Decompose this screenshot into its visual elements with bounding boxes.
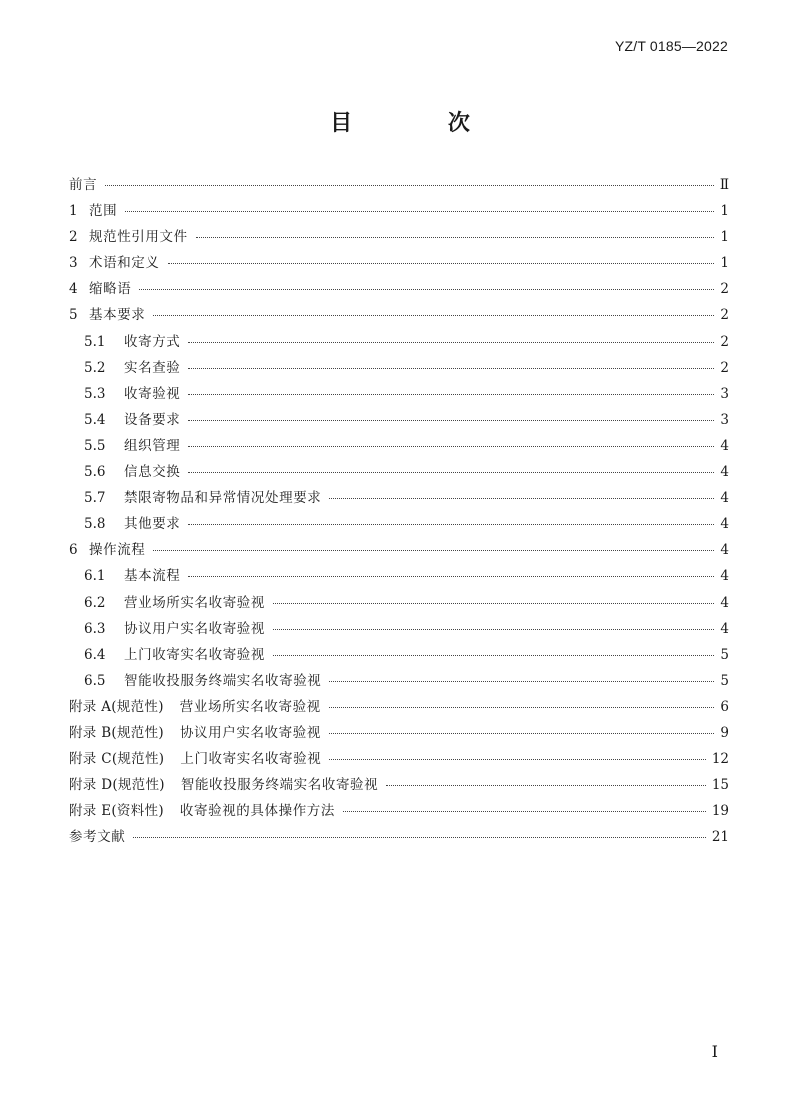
toc-page-number: 4 (720, 464, 729, 481)
page-title: 目 次 (330, 111, 514, 136)
dot-leader (153, 540, 714, 551)
toc-entry-number: 5.7 (84, 490, 106, 507)
dot-leader (188, 462, 714, 473)
toc-entry-title: 信息交换 (124, 464, 181, 481)
document-code: YZ/T 0185—2022 (614, 38, 728, 54)
toc-entry-number: 5.2 (84, 359, 106, 376)
toc-entry-title: 协议用户实名收寄验视 (124, 620, 265, 637)
toc-entry-6[interactable] (69, 537, 729, 563)
dot-leader (273, 645, 714, 656)
dot-leader (329, 488, 714, 499)
toc-entry-2[interactable] (69, 224, 729, 250)
toc-annex-c[interactable] (69, 746, 729, 772)
toc-entry-number: 4 (69, 281, 78, 298)
annex-heading: 附录 C(规范性) (69, 751, 165, 768)
toc-entry-number: 6.5 (84, 672, 106, 689)
toc-entry-5-3[interactable] (69, 381, 729, 407)
toc-entry-title: 禁限寄物品和异常情况处理要求 (124, 490, 322, 507)
toc-entry-number: 5 (69, 307, 78, 324)
toc-annex-b[interactable] (69, 720, 729, 746)
toc-page-number: 4 (720, 620, 729, 637)
toc-entry-title: 智能收投服务终端实名收寄验视 (124, 672, 322, 689)
toc-page-number: 9 (720, 724, 729, 741)
toc-page-number: 4 (720, 516, 729, 533)
toc-entry-title: 规范性引用文件 (89, 229, 188, 246)
dot-leader (329, 671, 714, 682)
toc-page-number: 4 (720, 437, 729, 454)
toc-entry-number: 6.1 (84, 568, 106, 585)
toc-entry-number: 5.4 (84, 411, 106, 428)
toc-entry-title: 范围 (89, 203, 118, 220)
dot-leader (196, 227, 715, 238)
toc-entry-title: 操作流程 (89, 542, 146, 559)
toc-annex-e[interactable] (69, 798, 729, 824)
annex-title: 上门收寄实名收寄验视 (180, 751, 322, 768)
toc-entry-title: 术语和定义 (89, 255, 160, 272)
toc-page-number: 3 (720, 385, 729, 402)
table-of-contents (69, 172, 729, 850)
toc-entry-6-2[interactable] (69, 590, 729, 616)
toc-annex-a[interactable] (69, 694, 729, 720)
toc-entry-title: 组织管理 (124, 437, 181, 454)
toc-page-number: 15 (711, 777, 729, 794)
dot-leader (168, 253, 715, 264)
toc-page-number: 2 (720, 333, 729, 350)
toc-entry-title: 收寄验视 (124, 385, 181, 402)
toc-entry-title: 基本要求 (89, 307, 146, 324)
toc-entry-number: 5.8 (84, 516, 106, 533)
toc-entry-title: 上门收寄实名收寄验视 (124, 646, 265, 663)
toc-entry-title: 基本流程 (124, 568, 181, 585)
annex-heading: 附录 E(资料性) (69, 803, 164, 820)
toc-page-number: 4 (720, 594, 729, 611)
dot-leader (329, 749, 705, 760)
annex-title: 营业场所实名收寄验视 (179, 698, 321, 715)
toc-entry-6-1[interactable] (69, 563, 729, 589)
dot-leader (105, 175, 714, 186)
annex-heading: 附录 A(规范性) (69, 698, 164, 715)
toc-entry-title: 营业场所实名收寄验视 (124, 594, 265, 611)
toc-page-number: 6 (720, 698, 729, 715)
toc-entry-number: 6.4 (84, 646, 106, 663)
toc-entry-5-4[interactable] (69, 407, 729, 433)
toc-entry-number: 5.5 (84, 437, 106, 454)
dot-leader (329, 697, 715, 708)
toc-page-number: 5 (720, 646, 729, 663)
dot-leader (343, 801, 706, 812)
dot-leader (153, 305, 714, 316)
toc-entry-5-1[interactable] (69, 329, 729, 355)
toc-annex-d[interactable] (69, 772, 729, 798)
toc-page-number: 12 (711, 751, 729, 768)
toc-entry-number: 5.3 (84, 385, 106, 402)
toc-entry-3[interactable] (69, 250, 729, 276)
dot-leader (329, 723, 714, 734)
toc-entry-5-2[interactable] (69, 355, 729, 381)
toc-page-number: 21 (711, 829, 729, 846)
toc-entry-number: 2 (69, 229, 78, 246)
toc-entry-references[interactable] (69, 824, 729, 850)
page-number: I (711, 1042, 718, 1061)
toc-entry-number: 6 (69, 542, 78, 559)
toc-entry-title: 设备要求 (124, 411, 181, 428)
toc-page-number: 2 (720, 307, 729, 324)
toc-entry-title: 其他要求 (124, 516, 181, 533)
toc-page-number: Ⅱ (719, 177, 729, 193)
annex-heading: 附录 B(规范性) (69, 724, 164, 741)
toc-page-number: 3 (720, 411, 729, 428)
toc-page-number: 5 (720, 672, 729, 689)
dot-leader (188, 332, 714, 343)
toc-entry-6-4[interactable] (69, 642, 729, 668)
dot-leader (273, 593, 714, 604)
toc-entry-5-6[interactable] (69, 459, 729, 485)
toc-entry-number: 6.2 (84, 594, 106, 611)
toc-entry-title: 前言 (69, 177, 98, 193)
toc-entry-number: 3 (69, 255, 78, 272)
dot-leader (188, 384, 714, 395)
dot-leader (188, 436, 714, 447)
dot-leader (386, 775, 706, 786)
toc-page-number: 1 (720, 255, 729, 272)
toc-entry-number: 1 (69, 203, 78, 220)
annex-title: 智能收投服务终端实名收寄验视 (180, 777, 379, 794)
toc-entry-5-7[interactable] (69, 485, 729, 511)
toc-entry-1[interactable] (69, 198, 729, 224)
toc-entry-title: 收寄方式 (124, 333, 181, 350)
toc-page-number: 1 (720, 229, 729, 246)
toc-page-number: 2 (720, 359, 729, 376)
toc-entry-5-8[interactable] (69, 511, 729, 537)
toc-page-number: 4 (720, 568, 729, 585)
annex-title: 协议用户实名收寄验视 (179, 724, 321, 741)
dot-leader (188, 410, 714, 421)
annex-heading: 附录 D(规范性) (69, 777, 165, 794)
toc-page-number: 19 (711, 803, 729, 820)
dot-leader (125, 201, 714, 212)
toc-entry-number: 5.1 (84, 333, 106, 350)
dot-leader (188, 358, 714, 369)
toc-entry-title: 缩略语 (89, 281, 132, 298)
dot-leader (188, 514, 714, 525)
toc-page-number: 4 (720, 490, 729, 507)
toc-entry-4[interactable] (69, 276, 729, 302)
annex-title: 收寄验视的具体操作方法 (179, 803, 335, 820)
dot-leader (133, 827, 705, 838)
dot-leader (273, 619, 714, 630)
toc-entry-title: 实名查验 (124, 359, 181, 376)
toc-page-number: 2 (720, 281, 729, 298)
dot-leader (188, 566, 714, 577)
toc-entry-6-5[interactable] (69, 668, 729, 694)
toc-entry-5-5[interactable] (69, 433, 729, 459)
toc-page-number: 1 (720, 203, 729, 220)
toc-entry-foreword[interactable] (69, 172, 729, 198)
dot-leader (139, 279, 714, 290)
toc-entry-5[interactable] (69, 302, 729, 328)
toc-entry-6-3[interactable] (69, 616, 729, 642)
toc-entry-title: 参考文献 (69, 829, 126, 846)
toc-entry-number: 5.6 (84, 464, 106, 481)
toc-entry-number: 6.3 (84, 620, 106, 637)
toc-page-number: 4 (720, 542, 729, 559)
